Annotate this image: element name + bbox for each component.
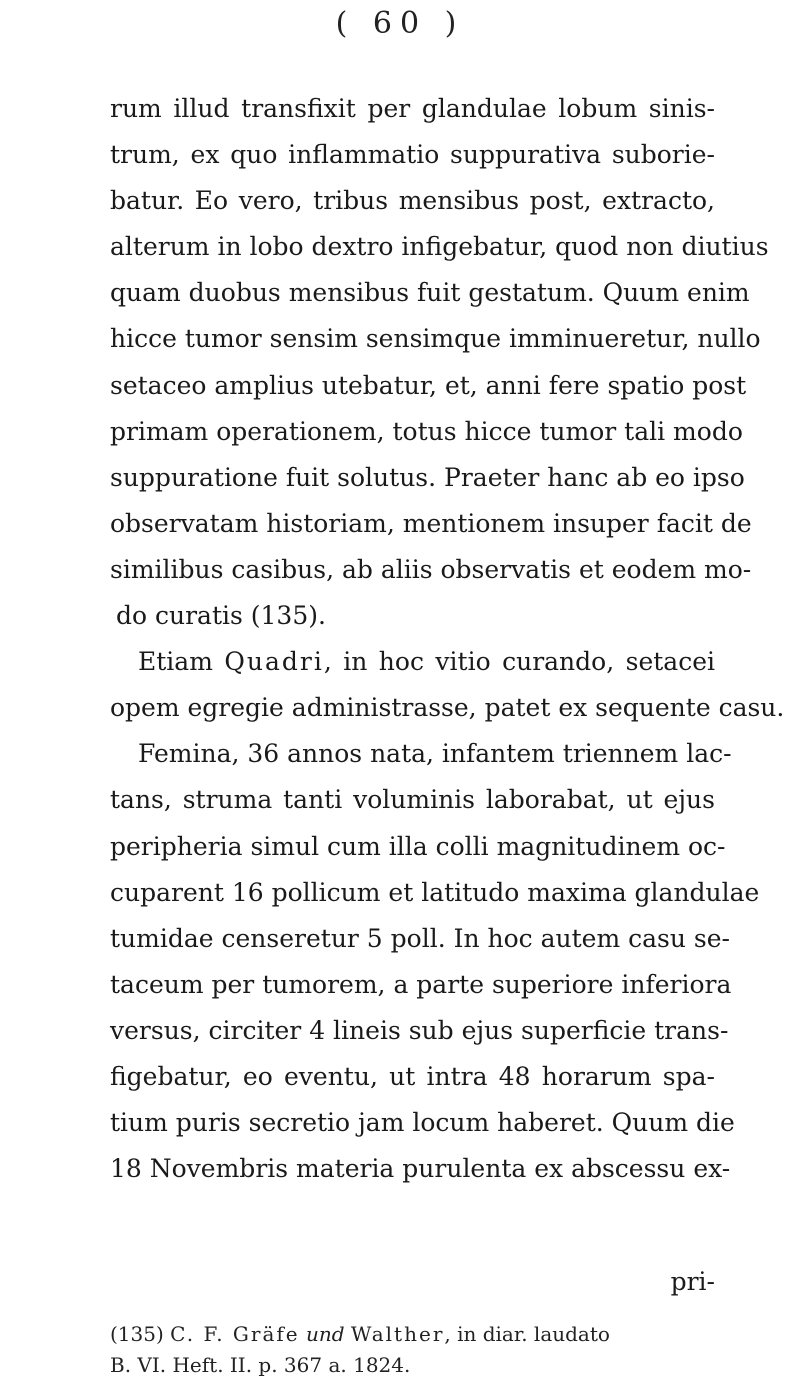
text-line: quam duobus mensibus fuit gestatum. Quum enim bbox=[110, 278, 750, 308]
footnote-author-1: C. F. Gräfe bbox=[170, 1322, 300, 1346]
text-line: tans, struma tanti voluminis laborabat, ut ejus bbox=[110, 785, 715, 815]
catchword: pri- bbox=[670, 1267, 715, 1296]
page-number: ( 60 ) bbox=[335, 6, 465, 41]
footnote-author-2: Walther bbox=[350, 1322, 445, 1346]
footnote-line bbox=[110, 1319, 730, 1350]
text-line: Femina, 36 annos nata, infantem triennem lac- bbox=[138, 739, 732, 769]
footnote-marker: (135) bbox=[110, 1322, 164, 1346]
text-line: 18 Novembris materia purulenta ex abscessu ex- bbox=[110, 1154, 731, 1184]
footnote bbox=[110, 1319, 730, 1381]
text-line: batur. Eo vero, tribus mensibus post, extracto, bbox=[110, 186, 715, 216]
text-line: alterum in lobo dextro infigebatur, quod non diutius bbox=[110, 232, 769, 262]
text-line: primam operationem, totus hicce tumor tali modo bbox=[110, 416, 743, 446]
text-line: versus, circiter 4 lineis sub ejus superficie trans- bbox=[110, 1015, 729, 1045]
footnote-line: B. VI. Heft. II. p. 367 a. 1824. bbox=[110, 1353, 411, 1377]
text-line: tumidae censeretur 5 poll. In hoc autem casu se- bbox=[110, 923, 730, 953]
text-run: Etiam bbox=[138, 647, 213, 677]
text-line: hicce tumor sensim sensimque imminueretur, nullo bbox=[110, 324, 761, 354]
text-line: rum illud transfixit per glandulae lobum sinis- bbox=[110, 94, 715, 123]
text-run: , in hoc vitio curando, setacei bbox=[323, 647, 715, 677]
author-name-quadri: Quadri bbox=[224, 647, 324, 677]
paragraph-start-line bbox=[110, 639, 715, 685]
text-line: observatam historiam, mentionem insuper facit de bbox=[110, 508, 752, 538]
text-line: trum, ex quo inflammatio suppurativa suborie- bbox=[110, 140, 715, 170]
text-line: peripheria simul cum illa colli magnitudinem oc- bbox=[110, 831, 726, 861]
text-line: do curatis (135). bbox=[116, 601, 326, 631]
text-line: suppuratione fuit solutus. Praeter hanc ab eo ipso bbox=[110, 462, 745, 492]
text-line: tium puris secretio jam locum haberet. Quum die bbox=[110, 1108, 735, 1138]
text-line: similibus casibus, ab aliis observatis et eodem mo- bbox=[110, 554, 752, 584]
text-line: cuparent 16 pollicum et latitudo maxima glandulae bbox=[110, 877, 760, 907]
text-line: figebatur, eo eventu, ut intra 48 horarum spa- bbox=[110, 1061, 715, 1091]
text-line: setaceo amplius utebatur, et, anni fere spatio post bbox=[110, 370, 747, 400]
text-line: opem egregie administrasse, patet ex sequente casu. bbox=[110, 693, 785, 723]
text-line: taceum per tumorem, a parte superiore inferiora bbox=[110, 969, 732, 999]
footnote-conjunction: und bbox=[305, 1322, 345, 1346]
footnote-citation: , in diar. laudato bbox=[444, 1322, 610, 1346]
main-text bbox=[110, 86, 785, 1192]
